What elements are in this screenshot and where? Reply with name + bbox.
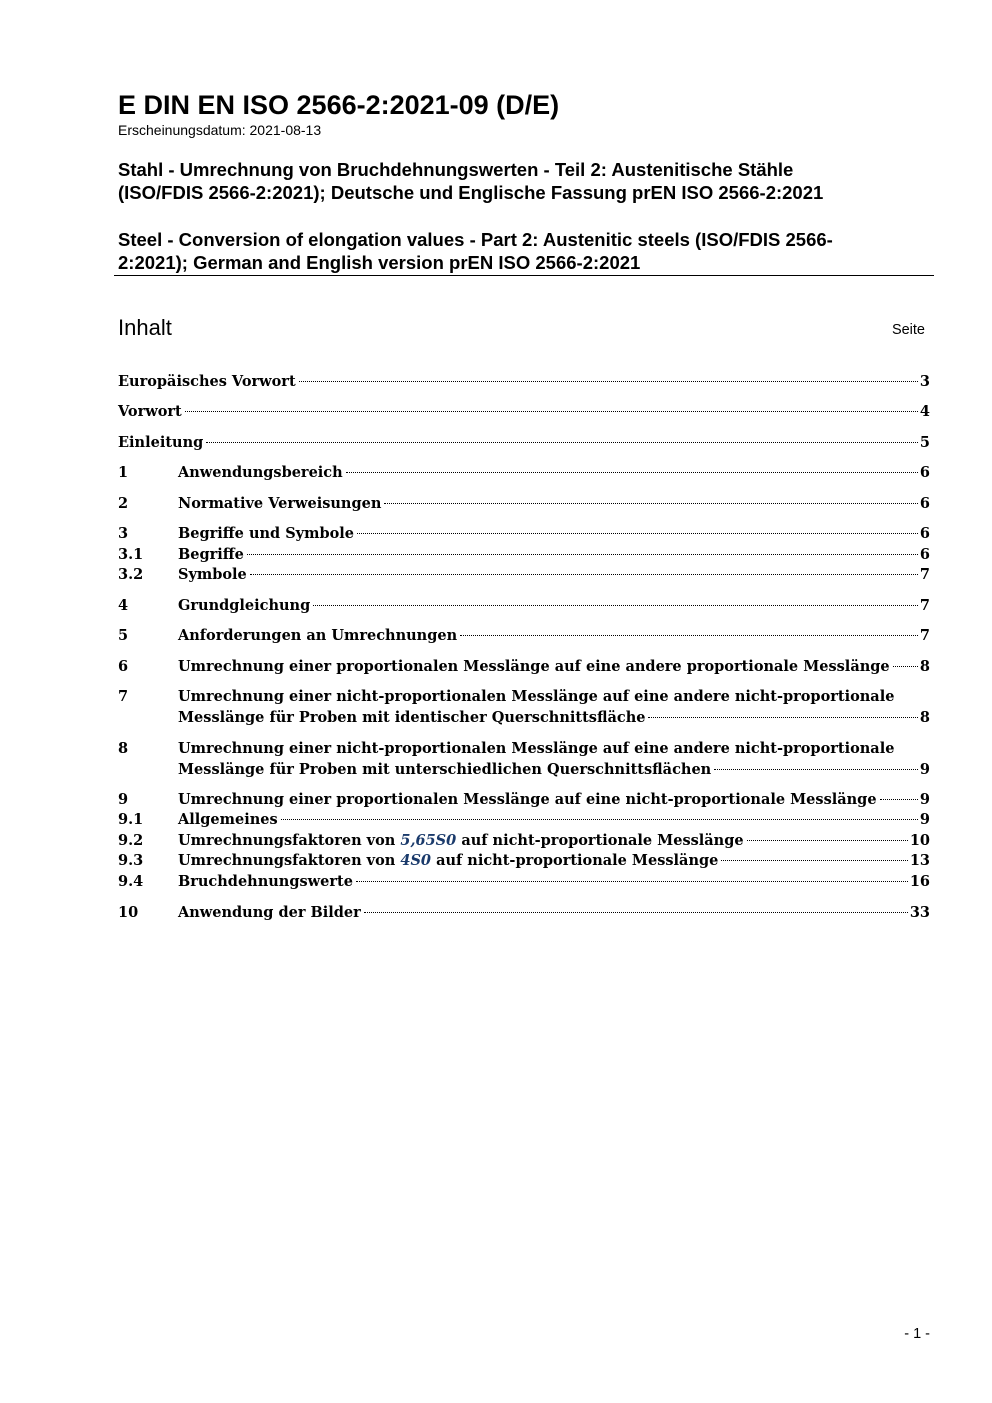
toc-entry-page: 9 xyxy=(919,761,930,778)
dot-leader xyxy=(313,605,918,606)
toc-entry-page: 4 xyxy=(919,403,930,420)
toc-entry-row xyxy=(178,463,930,483)
toc-entry-row xyxy=(178,565,930,585)
toc-entry-title-line2: Messlänge für Proben mit identischer Querschnittsfläche xyxy=(178,709,646,726)
toc-entry-title: Vorwort xyxy=(118,403,182,420)
dot-leader xyxy=(206,442,918,443)
toc-entry[interactable] xyxy=(118,494,930,514)
toc-entry-page: 9 xyxy=(919,811,930,828)
toc-entry[interactable] xyxy=(118,402,930,422)
dot-leader xyxy=(357,533,918,534)
toc-entry-title: Begriffe xyxy=(178,546,244,563)
toc-entry-title: Symbole xyxy=(178,566,247,583)
toc-entry[interactable] xyxy=(118,463,930,483)
toc-entry[interactable] xyxy=(118,596,930,616)
toc-entry-title: Anwendung der Bilder xyxy=(178,904,361,921)
toc-entry-number: 8 xyxy=(118,740,129,757)
toc-entry[interactable] xyxy=(118,831,930,851)
toc-entry-title: Umrechnung einer proportionalen Messlänge auf eine andere proportionale Messlänge xyxy=(178,658,890,675)
toc-entry-title: Grundgleichung xyxy=(178,597,311,614)
toc-entry-title-pre: Umrechnungsfaktoren von xyxy=(178,852,396,869)
toc-entry-row xyxy=(178,903,930,923)
toc-entry-number: 6 xyxy=(118,658,129,675)
dot-leader xyxy=(247,554,918,555)
formula-gauge-length: 4S0 xyxy=(400,852,432,869)
title-english-line: 2:2021); German and English version prEN ISO 2566-2:2021 xyxy=(118,252,641,273)
toc-entry[interactable] xyxy=(118,545,930,565)
title-english-line: Steel - Conversion of elongation values - Part 2: Austenitic steels (ISO/FDIS 2566- xyxy=(118,229,833,250)
dot-leader xyxy=(714,769,918,770)
toc-entry-page: 16 xyxy=(909,873,930,890)
toc-entry-title-line2: Messlänge für Proben mit unterschiedlichen Querschnittsflächen xyxy=(178,761,712,778)
toc-entry[interactable] xyxy=(118,810,930,830)
toc-entry-title-post: auf nicht-proportionale Messlänge xyxy=(461,832,744,849)
toc-entry-page: 3 xyxy=(919,373,930,390)
document-id: E DIN EN ISO 2566-2:2021-09 (D/E) xyxy=(118,90,560,120)
toc-entry[interactable] xyxy=(118,790,930,810)
footer-page-number: - 1 - xyxy=(904,1326,930,1342)
toc-entry-number: 3.2 xyxy=(118,566,144,583)
toc-entry-row xyxy=(118,402,930,422)
toc-entry-page: 7 xyxy=(919,627,930,644)
toc-entry-row xyxy=(118,433,930,453)
toc-entry-page: 7 xyxy=(919,597,930,614)
title-english xyxy=(118,228,918,274)
header-divider xyxy=(114,275,934,276)
toc-entry-page: 13 xyxy=(909,852,930,869)
title-german-line: (ISO/FDIS 2566-2:2021); Deutsche und Englische Fassung prEN ISO 2566-2:2021 xyxy=(118,182,824,203)
toc-entry[interactable] xyxy=(118,626,930,646)
toc-entry-title-line1: Umrechnung einer nicht-proportionalen Messlänge auf eine andere nicht-proportionale xyxy=(178,740,895,757)
dot-leader xyxy=(880,799,918,800)
toc-entry-page: 8 xyxy=(919,709,930,726)
toc-entry-page: 6 xyxy=(919,525,930,542)
toc-entry-row xyxy=(118,372,930,392)
toc-entry-page: 8 xyxy=(919,658,930,675)
toc-entry-row xyxy=(178,790,930,810)
toc-entry[interactable] xyxy=(118,565,930,585)
toc-entry-page: 6 xyxy=(919,464,930,481)
toc-entry-row xyxy=(178,810,930,830)
toc-entry-row xyxy=(178,494,930,514)
toc-entry-row xyxy=(178,831,930,851)
dot-leader xyxy=(648,717,917,718)
toc-entry-row xyxy=(178,524,930,544)
toc-entry-row xyxy=(178,872,930,892)
toc-entry-number: 9 xyxy=(118,791,129,808)
toc-entry-title: Anforderungen an Umrechnungen xyxy=(178,627,458,644)
toc-entry-number: 1 xyxy=(118,464,129,481)
toc-entry[interactable] xyxy=(118,739,930,781)
toc-entry[interactable] xyxy=(118,687,930,729)
dot-leader xyxy=(281,819,918,820)
toc-entry-page: 5 xyxy=(919,434,930,451)
dot-leader xyxy=(185,411,918,412)
toc-entry[interactable] xyxy=(118,524,930,544)
toc-entry-number: 9.2 xyxy=(118,832,144,849)
toc-entry-page: 10 xyxy=(909,832,930,849)
toc-entry-number: 2 xyxy=(118,495,129,512)
dot-leader xyxy=(721,860,907,861)
dot-leader xyxy=(346,472,918,473)
toc-entry-title: Einleitung xyxy=(118,434,204,451)
toc-entry-number: 9.4 xyxy=(118,873,144,890)
toc-entry-title: Begriffe und Symbole xyxy=(178,525,354,542)
dot-leader xyxy=(364,912,908,913)
toc-entry-page: 9 xyxy=(919,791,930,808)
formula-gauge-length: 5,65S0 xyxy=(400,832,457,849)
dot-leader xyxy=(356,881,908,882)
toc-entry-title-line1: Umrechnung einer nicht-proportionalen Messlänge auf eine andere nicht-proportionale xyxy=(178,688,895,705)
toc-entry-title: Europäisches Vorwort xyxy=(118,373,296,390)
toc-entry-page: 6 xyxy=(919,546,930,563)
toc-entry-row xyxy=(178,708,930,728)
toc-entry-page: 33 xyxy=(909,904,930,921)
toc-entry[interactable] xyxy=(118,372,930,392)
toc-entry[interactable] xyxy=(118,851,930,871)
toc-entry[interactable] xyxy=(118,433,930,453)
toc-entry[interactable] xyxy=(118,903,930,923)
toc-entry-number: 4 xyxy=(118,597,129,614)
dot-leader xyxy=(250,574,918,575)
toc-entry-title: Allgemeines xyxy=(178,811,278,828)
toc-page-column-label: Seite xyxy=(891,322,925,338)
toc-entry-number: 5 xyxy=(118,627,129,644)
toc-entry[interactable] xyxy=(118,657,930,677)
toc-entry-title: Bruchdehnungswerte xyxy=(178,873,353,890)
toc-entry-row xyxy=(178,545,930,565)
dot-leader xyxy=(299,381,918,382)
toc-entry-number: 3.1 xyxy=(118,546,144,563)
toc-entry-number: 7 xyxy=(118,688,129,705)
publication-date: Erscheinungsdatum: 2021-08-13 xyxy=(118,122,322,138)
title-german-line: Stahl - Umrechnung von Bruchdehnungswerten - Teil 2: Austenitische Stähle xyxy=(118,159,794,180)
title-german xyxy=(118,158,918,204)
toc-entry-number: 9.1 xyxy=(118,811,144,828)
dot-leader xyxy=(384,503,918,504)
toc-entry-number: 10 xyxy=(118,904,139,921)
toc-entry-title: Normative Verweisungen xyxy=(178,495,382,512)
toc-entry-page: 6 xyxy=(919,495,930,512)
toc-entry-title-post: auf nicht-proportionale Messlänge xyxy=(436,852,719,869)
dot-leader xyxy=(460,635,918,636)
toc-entry-row xyxy=(178,760,930,780)
toc-entry-row xyxy=(178,657,930,677)
toc-entry-number: 3 xyxy=(118,525,129,542)
toc-heading: Inhalt xyxy=(118,315,172,340)
toc-entry-row xyxy=(178,596,930,616)
toc-entry-number: 9.3 xyxy=(118,852,144,869)
dot-leader xyxy=(893,666,918,667)
toc-entry[interactable] xyxy=(118,872,930,892)
toc-entry-row xyxy=(178,851,930,871)
toc-entry-title: Anwendungsbereich xyxy=(178,464,343,481)
toc-entry-title: Umrechnung einer proportionalen Messlänge auf eine nicht-proportionale Messlänge xyxy=(178,791,877,808)
toc-entry-page: 7 xyxy=(919,566,930,583)
toc-entry-row xyxy=(178,626,930,646)
toc-entry-title-pre: Umrechnungsfaktoren von xyxy=(178,832,396,849)
dot-leader xyxy=(747,840,908,841)
